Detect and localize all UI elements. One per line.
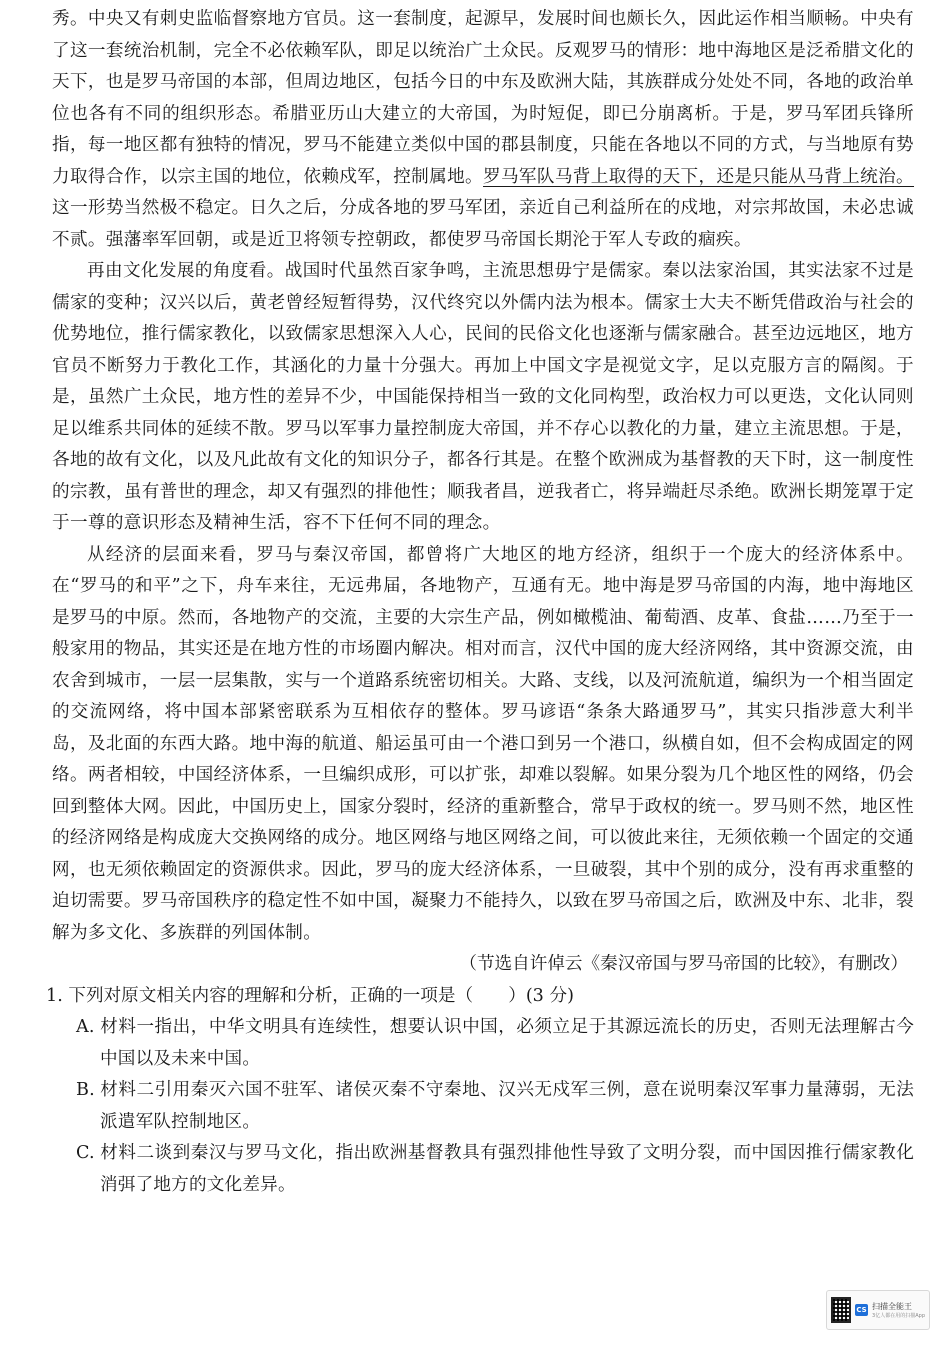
option-c-letter: C. <box>76 1143 95 1163</box>
scanner-watermark <box>826 1290 930 1330</box>
paragraph-1-text-b: 这一形势当然极不稳定。日久之后，分成各地的罗马军团，亲近自己利益所在的戍地，对宗邦故国，未必忠诚不贰。强藩率军回朝，或是近卫将领专控朝政，都使罗马帝国长期沦于军人专政的痼疾。 <box>52 198 914 250</box>
option-b-text: 材料二引用秦灭六国不驻军、诸侯灭秦不守秦地、汉兴无戍军三例，意在说明秦汉军事力量薄弱，无法派遣军队控制地区。 <box>100 1080 914 1132</box>
underlined-sentence: 罗马军队马背上取得的天下，还是只能从马背上统治。 <box>483 166 915 187</box>
paragraph-1-text-a: 秀。中央又有刺史监临督察地方官员。这一套制度，起源早，发展时间也颇长久，因此运作相当顺畅。中央有了这一套统治机制，完全不必依赖军队，即足以统治广土众民。反观罗马的情形：地中海地区是泛希腊文化的天下，也是罗马帝国的本部，但周边地区，包括今日的中东及欧洲大陆，其族群成分处处不同，各地的政治单位也各有不同的组织形态。希腊亚历山大建立的大帝国，为时短促，即已分崩离析。于是，罗马军团兵锋所指，每一地区都有独特的情况，罗马不能建立类似中国的郡县制度，只能在各地以不同的方式，与当地原有势力取得合作，以宗主国的地位，依赖戍军，控制属地。 <box>52 9 914 187</box>
passage-paragraph-2: 再由文化发展的角度看。战国时代虽然百家争鸣，主流思想毋宁是儒家。秦以法家治国，其实法家不过是儒家的变种；汉兴以后，黄老曾经短暂得势，汉代终究以外儒内法为根本。儒家士大夫不断凭借政治与社会的优势地位，推行儒家教化，以致儒家思想深入人心，民间的民俗文化也逐渐与儒家融合。甚至边远地区，地方官员不断努力于教化工作，其涵化的力量十分强大。再加上中国文字是视觉文字，足以克服方言的隔阂。于是，虽然广土众民，地方性的差异不少，中国能保持相当一致的文化同构型，政治权力可以更迭，文化认同则足以维系共同体的延续不散。罗马以军事力量控制庞大帝国，并不存心以教化的力量，建立主流思想。于是，各地的故有文化，以及凡此故有文化的知识分子，都各行其是。在整个欧洲成为基督教的天下时，这一制度性的宗教，虽有普世的理念，却又有强烈的排他性；顺我者昌，逆我者亡，将异端赶尽杀绝。欧洲长期笼罩于定于一尊的意识形态及精神生活，容不下任何不同的理念。 <box>52 261 914 533</box>
question-stem: 1. 下列对原文相关内容的理解和分析，正确的一项是（ ）(3 分) <box>46 985 574 1006</box>
camscanner-logo: CS <box>856 1306 867 1314</box>
scanner-badge-title: 扫描全能王 <box>872 1302 913 1311</box>
scanner-badge-subtitle: 3亿人都在用的扫描App <box>872 1313 925 1319</box>
passage-paragraph-3: 从经济的层面来看，罗马与秦汉帝国，都曾将广大地区的地方经济，组织于一个庞大的经济体系中。在“罗马的和平”之下，舟车来往，无远弗届，各地物产，互通有无。地中海是罗马帝国的内海，地中海地区是罗马的中原。然而，各地物产的交流，主要的大宗生产品，例如橄榄油、葡萄酒、皮革、食盐……乃至于一般家用的物品，其实还是在地方性的市场圈内解决。相对而言，汉代中国的庞大经济网络，其中资源交流，由农舍到城市，一层一层集散，实与一个道路系统密切相关。大路、支线，以及河流航道，编织为一个相当固定的交流网络，将中国本部紧密联系为互相依存的整体。罗马谚语“条条大路通罗马”，其实只指涉意大利半岛，及北面的东西大路。地中海的航道、船运虽可由一个港口到另一个港口，纵横自如，但不会构成固定的网络。两者相较，中国经济体系，一旦编织成形，可以扩张，却难以裂解。如果分裂为几个地区性的网络，仍会回到整体大网。因此，中国历史上，国家分裂时，经济的重新整合，常早于政权的统一。罗马则不然，地区性的经济网络是构成庞大交换网络的成分。地区网络与地区网络之间，可以彼此来往，无须依赖一个固定的交通网，也无须依赖固定的资源供求。因此，罗马的庞大经济体系，一旦破裂，其中个别的成分，没有再求重整的迫切需要。罗马帝国秩序的稳定性不如中国，凝聚力不能持久，以致在罗马帝国之后，欧洲及中东、北非，裂解为多文化、多族群的列国体制。 <box>52 544 914 943</box>
exam-page <box>46 4 915 1201</box>
option-b-letter: B. <box>76 1080 95 1100</box>
option-c-text: 材料二谈到秦汉与罗马文化，指出欧洲基督教具有强烈排他性导致了文明分裂，而中国因推行儒家教化消弭了地方的文化差异。 <box>100 1143 914 1195</box>
passage-paragraph-1 <box>52 4 914 256</box>
scanner-badge-text <box>872 1301 925 1319</box>
source-citation: （节选自许倬云《秦汉帝国与罗马帝国的比较》，有删改） <box>459 954 908 974</box>
qr-code-icon <box>831 1297 851 1323</box>
option-c <box>76 1138 914 1201</box>
option-a-text: 材料一指出，中华文明具有连续性，想要认识中国，必须立足于其源远流长的历史，否则无法理解古今中国以及未来中国。 <box>100 1017 914 1069</box>
option-a-letter: A. <box>76 1017 95 1037</box>
option-a <box>76 1012 914 1075</box>
option-b <box>76 1075 914 1138</box>
